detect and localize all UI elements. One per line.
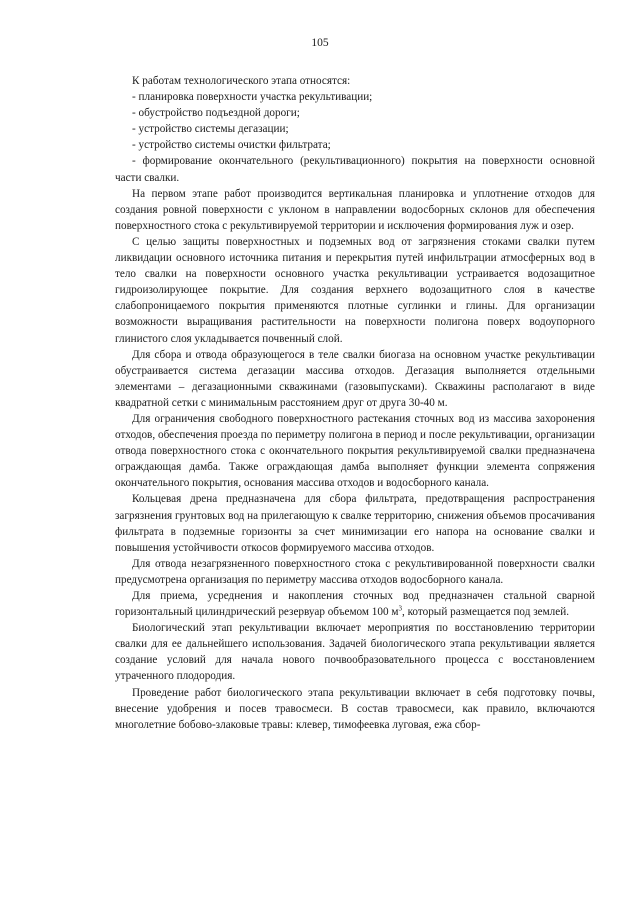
reservoir-superscript: 3	[398, 604, 402, 613]
list-item: - формирование окончательного (рекультивационного) покрытия на поверхности основной части свалки.	[115, 155, 595, 184]
paragraph-biological-works: Проведение работ биологического этапа рекультивации включает в себя подготовку почвы, внесение удобрения и посев травосмеси. В состав травосмеси, как правило, включаются многолетние бобово-злаковые травы: клевер, тимофеевка луговая, ежа сбор-	[115, 686, 595, 731]
paragraph-channel: Для отвода незагрязненного поверхностного стока с рекультивированной поверхности свалки предусмотрена организация по периметру массива отходов водосборного канала.	[115, 557, 595, 586]
page-number: 105	[311, 37, 329, 49]
paragraph-degassing: Для сбора и отвода образующегося в теле свалки биогаза на основном участке рекультивации обустраивается система дегазации массива отходов. Дегазация выполняется отдельными элементами – дегазационными скважинами (газовыпусками). Скважины располагают в виде квадратной сетки с минимальным расстоянием друг от друга 30-40 м.	[115, 348, 595, 409]
list-item: - устройство системы дегазации;	[132, 123, 289, 136]
paragraph-drain: Кольцевая дрена предназначена для сбора фильтрата, предотвращения распространения загрязнения грунтовых вод на прилегающую к свалке территорию, снижения объемов просачивания фильтрата в подземные горизонты за счет минимизации его напора на основание свалки и повышения устойчивости откосов формируемого массива отходов.	[115, 493, 595, 554]
reservoir-text-before: Для приема, усреднения и накопления сточных вод предназначен стальной сварной горизонтальный цилиндрический резервуар объемом 100 м	[115, 590, 595, 619]
paragraph-reservoir	[115, 588, 595, 620]
paragraph-dam: Для ограничения свободного поверхностного растекания сточных вод из массива захоронения отходов, обеспечения проезда по периметру полигона в период и после рекультивации, организации отвода поверхностного стока с окончательного покрытия рекультивируемой свалки предназначена ограждающая дамба. Также ограждающая дамба выполняет функции элемента сопряжения окончательного покрытия, основания массива отходов и водосборного канала.	[115, 412, 595, 490]
list-item: - планировка поверхности участка рекультивации;	[132, 91, 373, 104]
intro-paragraph: К работам технологического этапа относятся:	[132, 75, 351, 87]
list-item: - обустройство подъездной дороги;	[132, 107, 300, 120]
list-item: - устройство системы очистки фильтрата;	[132, 139, 331, 152]
paragraph-biological-stage: Биологический этап рекультивации включает мероприятия по восстановлению территории свалки для ее дальнейшего использования. Задачей биологического этапа рекультивации является создание условий для начала нового почвообразовательного процесса с восстановлением утраченного плодородия.	[115, 622, 595, 683]
reservoir-text-after: , который размещается под землей.	[401, 606, 569, 619]
paragraph-planning: На первом этапе работ производится вертикальная планировка и уплотнение отходов для создания ровной поверхности с уклоном в направлении водосборных склонов для обеспечения поверхностного стока с рекультивируемой территории и исключения формирования луж и озер.	[115, 187, 595, 232]
paragraph-water-protection: С целью защиты поверхностных и подземных вод от загрязнения стоками свалки путем ликвидации основного источника питания и перекрытия путей инфильтрации атмосферных вод в тело свалки на поверхности основного участка рекультивации устраивается водозащитное гидроизолирующее покрытие. Для создания верхнего водозащитного слоя в качестве слабопроницаемого покрытия применяются плотные суглинки и глины. Для организации возможности выращивания растительности на поверхности полигона поверх водоупорного глинистого слоя укладывается почвенный слой.	[115, 235, 595, 345]
page-body	[115, 73, 595, 733]
